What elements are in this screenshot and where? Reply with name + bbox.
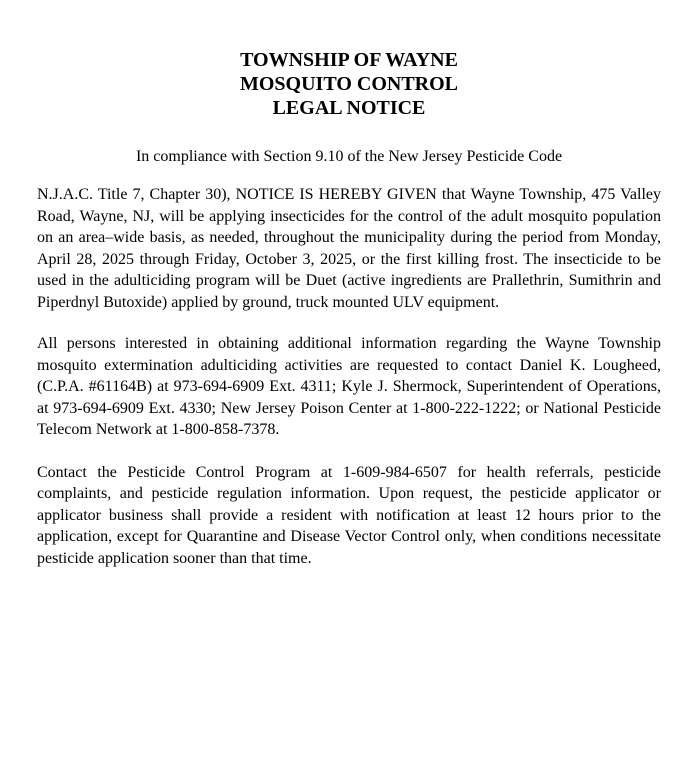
- compliance-subtitle: In compliance with Section 9.10 of the New Jersey Pesticide Code: [135, 148, 563, 165]
- notice-title-line-3: LEGAL NOTICE: [272, 97, 426, 119]
- legal-notice-document: [37, 48, 661, 569]
- notice-paragraph-contacts: All persons interested in obtaining additional information regarding the Wayne Township mosquito extermination adulticiding activities are requested to contact Daniel K. Lougheed, (C.P.A. #61164B) at 973-694-6909 Ext. 4311; Kyle J. Shermock, Superintendent of Operations, at 973-694-6909 Ext. 4330; New Jersey Poison Center at 1-800-222-1222; or National Pesticide Telecom Network at 1-800-858-7378.: [37, 335, 661, 438]
- notice-paragraph-pesticide-program: Contact the Pesticide Control Program at 1-609-984-6507 for health referrals, pesticide complaints, and pesticide regulation information. Upon request, the pesticide applicator or applicator business shall provide a resident with notification at least 12 hours prior to the application, except for Quarantine and Disease Vector Control only, when conditions necessitate pesticide application sooner than that time.: [37, 463, 661, 567]
- notice-title-line-1: TOWNSHIP OF WAYNE: [240, 49, 458, 71]
- notice-paragraph-application: N.J.A.C. Title 7, Chapter 30), NOTICE IS HEREBY GIVEN that Wayne Township, 475 Valley Road, Wayne, NJ, will be applying insecticides for the control of the adult mosquito population on an area–wide basis, as needed, throughout the municipality during the period from Monday, April 28, 2025 through Friday, October 3, 2025, or the first killing frost. The insecticide to be used in the adulticiding program will be Duet (active ingredients are Prallethrin, Sumithrin and Piperdnyl Butoxide) applied by ground, truck mounted ULV equipment.: [37, 186, 661, 311]
- notice-title-line-2: MOSQUITO CONTROL: [240, 73, 458, 95]
